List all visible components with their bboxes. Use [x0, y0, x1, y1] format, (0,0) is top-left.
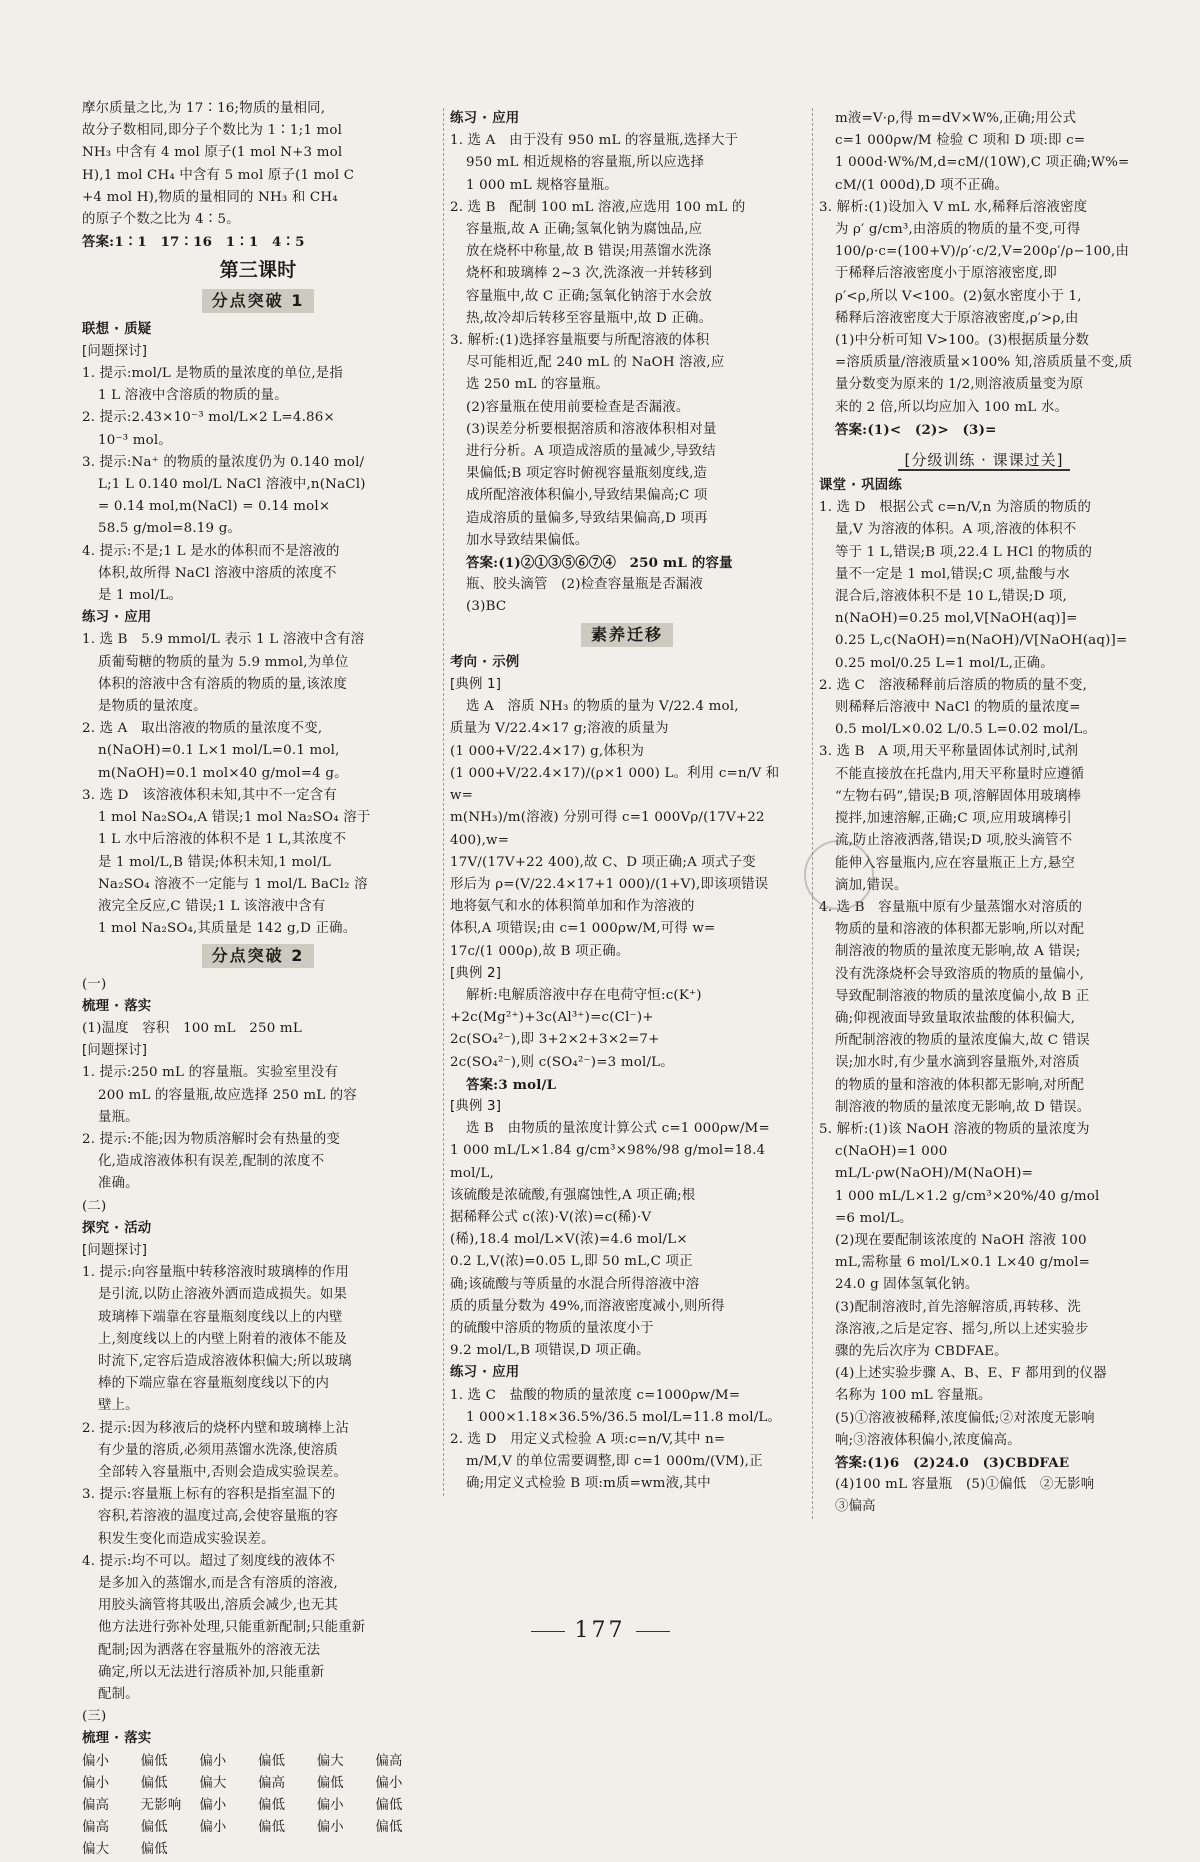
text-line: 体积,A 项错误;由 c=1 000ρw/M,可得 w= [450, 921, 716, 937]
text-line: 配制;因为洒落在容量瓶外的溶液无法 [98, 1642, 321, 1658]
text-line: 上,刻度线以上的内壁上附着的液体不能及 [98, 1331, 348, 1347]
text-line: 100/ρ·c=(100+V)/ρ′·c/2,V=200ρ′/ρ−100,由 [835, 244, 1130, 260]
text-line: 烧杯和玻璃棒 2~3 次,洗涤液一并转移到 [466, 266, 713, 282]
text-line: = 0.14 mol,m(NaCl) = 0.14 mol× [98, 499, 331, 515]
table-cell: 偏低 [316, 1775, 344, 1791]
text-line: 1 L 水中后溶液的体积不是 1 L,其浓度不 [98, 832, 347, 848]
column-middle [443, 108, 804, 1496]
answer-line: 答案:(1)②①③⑤⑥⑦④ 250 mL 的容量 [466, 555, 733, 572]
section-heading-text: [分级训练 · 课课过关] [898, 451, 1069, 471]
table-cell: 偏高 [82, 1798, 110, 1814]
text-line: (4)100 mL 容量瓶 (5)①偏低 ②无影响 [835, 1477, 1095, 1493]
table-cell: 偏低 [375, 1820, 403, 1836]
text-line: 0.25 mol/0.25 L=1 mol/L,正确。 [835, 655, 1054, 671]
text-line: 200 mL 的容量瓶,故应选择 250 mL 的容 [98, 1087, 357, 1103]
table-cell: 偏小 [375, 1775, 403, 1791]
text-line: 1 000 mL/L×1.84 g/cm³×98%/98 g/mol=18.4 mol/L, [450, 1143, 766, 1181]
text-line: (3)配制溶液时,首先溶解溶质,再转移、洗 [835, 1299, 1081, 1315]
table-cell: 偏低 [140, 1775, 168, 1791]
text-line: 2c(SO₄²⁻),即 3+2×2+3×2=7+ [450, 1032, 660, 1048]
text-line: 1 000 mL/L×1.2 g/cm³×20%/40 g/mol [835, 1188, 1100, 1204]
answer-line: 答案:1∶1 17∶16 1∶1 4∶5 [82, 234, 305, 251]
table-row [82, 1773, 434, 1795]
text-line: 1. 选 A 由于没有 950 mL 的容量瓶,选择大于 [450, 133, 739, 149]
table-cell: 偏小 [199, 1820, 227, 1836]
text-line: (1)温度 容积 100 mL 250 mL [82, 1020, 302, 1036]
footer-dash-right [636, 1631, 670, 1632]
subsection-heading: 练习 · 应用 [450, 111, 520, 126]
text-line: 涤溶液,之后是定容、摇匀,所以上述实验步 [835, 1321, 1089, 1337]
text-line: 滴加,错误。 [835, 877, 908, 893]
example3-block [450, 1118, 804, 1362]
text-line: 1. 选 C 盐酸的物质的量浓度 c=1000ρw/M= [450, 1387, 741, 1403]
text-line: 58.5 g/mol=8.19 g。 [98, 521, 242, 537]
text-line: 不能直接放在托盘内,用天平称量时应遵循 [835, 766, 1085, 782]
text-line: n(NaOH)=0.1 L×1 mol/L=0.1 mol, [98, 743, 340, 759]
text-line: 全部转入容量瓶中,否则会造成实验误差。 [98, 1464, 348, 1480]
text-line: ③偏高 [835, 1499, 876, 1515]
text-line: =溶质质量/溶液质量×100% 知,溶质质量不变,质 [835, 355, 1133, 371]
text-line: 化,造成溶液体积有误差,配制的浓度不 [98, 1154, 325, 1170]
text-line: 17V/(17V+22 400),故 C、D 项正确;A 项式子变 [450, 854, 756, 870]
text-line: 9.2 mol/L,B 项错误,D 项正确。 [450, 1343, 650, 1359]
text-line: m/M,V 的单位需要调整,即 c=1 000m/(VM),正 [466, 1454, 763, 1470]
text-line: 的硫酸中溶质的物质的量浓度小于 [450, 1320, 654, 1336]
text-line: 瓶、胶头滴管 (2)检查容量瓶是否漏液 [466, 577, 704, 593]
text-line: 3. 解析:(1)设加入 V mL 水,稀释后溶液密度 [819, 199, 1088, 215]
text-line: +2c(Mg²⁺)+3c(Al³⁺)=c(Cl⁻)+ [450, 1010, 654, 1026]
text-line: =6 mol/L。 [835, 1210, 913, 1226]
text-line: 是多加入的蒸馏水,而是含有溶质的溶液, [98, 1576, 338, 1591]
exercise-block [82, 629, 434, 940]
text-line: 17c/(1 000ρ),故 B 项正确。 [450, 943, 630, 959]
text-line: 1. 提示:向容量瓶中转移溶液时玻璃棒的作用 [82, 1265, 349, 1281]
text-line: 他方法进行弥补处理,只能重新配制;只能重新 [98, 1620, 366, 1636]
exercise2-block [450, 1385, 804, 1496]
part-label: (三) [82, 1709, 107, 1725]
text-line: 制溶液的物质的量浓度无影响,故 D 错误。 [835, 1099, 1091, 1115]
banner-text: 分点突破 1 [202, 289, 315, 313]
bracket-heading: [问题探讨] [82, 1043, 148, 1059]
text-line: 据稀释公式 c(浓)·V(浓)=c(稀)·V [450, 1209, 652, 1225]
text-line: 1. 提示:250 mL 的容量瓶。实验室里没有 [82, 1065, 339, 1081]
text-line: 950 mL 相近规格的容量瓶,所以应选择 [466, 155, 705, 171]
text-line: (4)上述实验步骤 A、B、E、F 都用到的仪器 [835, 1366, 1107, 1382]
text-line: (稀),18.4 mol/L×V(浓)=4.6 mol/L× [450, 1232, 688, 1248]
text-line: 是引流,以防止溶液外洒而造成损失。如果 [98, 1287, 348, 1303]
table-cell: 偏低 [140, 1820, 168, 1836]
subsection-heading: 考向 · 示例 [450, 654, 520, 670]
text-line: 体积,故所得 NaCl 溶液中溶质的浓度不 [98, 565, 337, 581]
table-cell: 偏低 [258, 1820, 286, 1836]
text-line: 时流下,定容后造成溶液体积偏大;所以玻璃 [98, 1353, 352, 1369]
text-line: (2)现在要配制该浓度的 NaOH 溶液 100 [835, 1232, 1087, 1248]
bracket-heading: [问题探讨] [82, 343, 148, 359]
text-line: m(NH₃)/m(溶液) 分别可得 c=1 000Vρ/(17V+22 400),w= [450, 810, 765, 848]
text-line: 量分数变为原来的 1/2,则溶液质量变为原 [835, 377, 1084, 393]
bracket-heading: [典例 2] [450, 965, 502, 981]
table-row [82, 1751, 434, 1773]
subsection-heading: 梳理 · 落实 [82, 998, 152, 1014]
text-line: 1 L 溶液中含溶质的物质的量。 [98, 388, 288, 404]
text-line: (1 000+V/22.4×17) g,体积为 [450, 743, 645, 759]
text-line: 流,防止溶液洒落,错误;D 项,胶头滴管不 [835, 833, 1073, 849]
text-line: 4. 选 B 容量瓶中原有少量蒸馏水对溶质的 [819, 899, 1083, 915]
text-line: 准确。 [98, 1176, 139, 1192]
section-banner [82, 944, 434, 969]
text-line: 混合后,溶液体积不是 10 L,错误;D 项, [835, 589, 1068, 605]
text-line: c(NaOH)=1 000 mL/L·ρw(NaOH)/M(NaOH)= [835, 1144, 1034, 1182]
table-cell: 偏高 [375, 1753, 403, 1769]
text-line: 2. 提示:不能;因为物质溶解时会有热量的变 [82, 1131, 341, 1147]
text-line: 选 B 由物质的量浓度计算公式 c=1 000ρw/M= [466, 1121, 770, 1137]
text-line: mL,需称量 6 mol/L×0.1 L×40 g/mol= [835, 1255, 1091, 1271]
text-line: 质量为 V/22.4×17 g;溶液的质量为 [450, 721, 669, 737]
text-line: 玻璃棒下端靠在容量瓶刻度线以上的内壁 [98, 1309, 343, 1325]
text-line: 量瓶。 [98, 1109, 139, 1125]
text-line: 量,V 为溶液的体积。A 项,溶液的体积不 [835, 522, 1077, 538]
text-line: NH₃ 中含有 4 mol 原子(1 mol N+3 mol [82, 145, 343, 161]
part-label: (一) [82, 976, 107, 992]
continuation-block [819, 108, 1149, 441]
text-line: 选 250 mL 的容量瓶。 [466, 377, 610, 393]
text-line: 加水导致结果偏低。 [466, 532, 589, 548]
text-line: c=1 000ρw/M 检验 C 项和 D 项:即 c= [835, 133, 1086, 149]
text-line: 容量瓶,故 A 正确;氢氧化钠为腐蚀品,应 [466, 222, 703, 238]
text-line: 3. 选 D 该溶液体积未知,其中不一定含有 [82, 787, 337, 803]
text-line: 造成溶质的量偏多,导致结果偏高,D 项再 [466, 510, 708, 526]
text-line: 2. 提示:因为移液后的烧杯内壁和玻璃棒上沾 [82, 1420, 349, 1436]
text-line: 果偏低;B 项定容时俯视容量瓶刻度线,造 [466, 466, 708, 482]
text-line: 0.2 L,V(浓)=0.05 L,即 50 mL,C 项正 [450, 1254, 693, 1270]
table-cell: 偏大 [82, 1842, 110, 1858]
table-cell: 偏小 [82, 1753, 110, 1769]
example1-block [450, 696, 804, 962]
answer-line: 答案:(1)6 (2)24.0 (3)CBDFAE [835, 1454, 1070, 1471]
subsection-heading: 练习 · 应用 [82, 610, 152, 626]
banner-text: 分点突破 2 [202, 944, 315, 968]
text-line: 来的 2 倍,所以均应加入 100 mL 水。 [835, 399, 1069, 415]
tishi2-block [82, 1062, 434, 1195]
text-line: 2. 选 D 用定义式检验 A 项:c=n/V,其中 n= [450, 1431, 726, 1447]
text-line: 为 ρ′ g/cm³,由溶质的物质的量不变,可得 [835, 222, 1081, 238]
text-line: 配制。 [98, 1687, 139, 1703]
text-line: 5. 解析:(1)该 NaOH 溶液的物质的量浓度为 [819, 1121, 1090, 1137]
text-line: ρ′<ρ,所以 V<100。(2)氨水密度小于 1, [835, 288, 1082, 304]
table-cell: 偏小 [316, 1798, 344, 1814]
text-line: 24.0 g 固体氢氧化钠。 [835, 1277, 979, 1293]
text-line: 形后为 ρ=(V/22.4×17+1 000)/(1+V),即该项错误 [450, 876, 769, 892]
exercise-block [450, 130, 804, 618]
text-line: 是 1 mol/L,B 错误;体积未知,1 mol/L [98, 854, 331, 870]
column-left [82, 98, 434, 1862]
banner-text: 素养迁移 [581, 623, 673, 647]
text-line: 10⁻³ mol。 [98, 432, 172, 448]
text-line: 是 1 mol/L。 [98, 588, 183, 604]
text-line: 放在烧杯中称量,故 B 错误;用蒸馏水洗涤 [466, 244, 712, 260]
text-line: 液完全反应,C 错误;1 L 该溶液中含有 [98, 898, 326, 914]
faint-stamp-mark [804, 840, 874, 910]
text-line: 1 mol Na₂SO₄,其质量是 142 g,D 正确。 [98, 921, 357, 937]
intro-block [82, 98, 434, 253]
text-line: (3)BC [466, 599, 507, 615]
text-line: (1)中分析可知 V>100。(3)根据质量分数 [835, 333, 1090, 349]
text-line: (3)误差分析要根据溶质和溶液体积相对量 [466, 421, 717, 437]
table-cell: 偏小 [82, 1775, 110, 1791]
text-line: 摩尔质量之比,为 17∶16;物质的量相同, [82, 101, 326, 116]
text-line: 有少量的溶质,必须用蒸馏水洗涤,使溶质 [98, 1442, 338, 1458]
text-line: m(NaOH)=0.1 mol×40 g/mol=4 g。 [98, 765, 348, 781]
table-cell: 无影响 [140, 1798, 182, 1814]
text-line: 3. 提示:容量瓶上标有的容积是指室温下的 [82, 1487, 336, 1503]
column-right [812, 108, 1149, 1519]
text-line: 则稀释后溶液中 NaCl 的物质的量浓度= [835, 700, 1081, 716]
text-line: 1. 提示:mol/L 是物质的量浓度的单位,是指 [82, 366, 343, 382]
table-row [82, 1795, 434, 1817]
table-cell: 偏小 [199, 1753, 227, 1769]
text-line: 2. 选 B 配制 100 mL 溶液,应选用 100 mL 的 [450, 199, 746, 215]
text-line: 容量瓶中,故 C 正确;氢氧化钠溶于水会放 [466, 288, 712, 304]
footer-dash-left [531, 1631, 565, 1632]
text-line: (1 000+V/22.4×17)/(ρ×1 000) L。利用 c=n/V 和 w= [450, 765, 780, 804]
text-line: 骤的先后次序为 CBDFAE。 [835, 1343, 1008, 1359]
text-line: 3. 提示:Na⁺ 的物质的量浓度仍为 0.140 mol/ [82, 454, 365, 470]
text-line: 1 000×1.18×36.5%/36.5 mol/L=11.8 mol/L。 [466, 1409, 782, 1425]
text-line: 地将氨气和水的体积简单加和作为溶液的 [450, 899, 695, 915]
text-line: 棒的下端应靠在容量瓶刻度线以下的内 [98, 1376, 330, 1392]
section-banner [450, 623, 804, 648]
table-cell: 偏大 [199, 1775, 227, 1791]
section-banner [82, 289, 434, 314]
text-line: 0.25 L,c(NaOH)=n(NaOH)/V[NaOH(aq)]= [835, 633, 1128, 649]
table-cell: 偏小 [199, 1798, 227, 1814]
text-line: 确;仰视液面导致量取浓盐酸的体积偏大, [835, 1010, 1076, 1026]
text-line: 该硫酸是浓硫酸,有强腐蚀性,A 项正确;根 [450, 1187, 696, 1203]
table-cell: 偏高 [82, 1820, 110, 1836]
text-line: 制溶液的物质的量浓度无影响,故 A 错误; [835, 944, 1081, 960]
text-line: 是物质的量浓度。 [98, 699, 207, 715]
text-line: H),1 mol CH₄ 中含有 5 mol 原子(1 mol C [82, 167, 355, 183]
text-line: 3. 选 B A 项,用天平称量固体试剂时,试剂 [819, 744, 1079, 760]
text-line: 热,故冷却后转移至容量瓶中,故 D 正确。 [466, 310, 713, 326]
text-line: 1 mol Na₂SO₄,A 错误;1 mol Na₂SO₄ 溶于 [98, 810, 371, 826]
bracket-heading: [典例 1] [450, 677, 502, 693]
result-table [82, 1751, 434, 1862]
subsection-heading: 联想 · 质疑 [82, 321, 152, 337]
text-line: 4. 提示:不是;1 L 是水的体积而不是溶液的 [82, 543, 340, 559]
text-line: m液=V·ρ,得 m=dV×W%,正确;用公式 [835, 111, 1077, 126]
text-line: 2c(SO₄²⁻),则 c(SO₄²⁻)=3 mol/L。 [450, 1054, 674, 1070]
text-line: 1. 选 B 5.9 mmol/L 表示 1 L 溶液中含有溶 [82, 632, 365, 648]
text-line: 物质的量和溶液的体积都无影响,所以对配 [835, 922, 1085, 938]
text-line: “左物右码”,错误;B 项,溶解固体用玻璃棒 [835, 788, 1082, 804]
text-line: 所配制溶液的物质的量浓度偏大,故 C 错误 [835, 1033, 1090, 1049]
text-line: 质的质量分数为 49%,而溶液密度减小,则所得 [450, 1298, 725, 1314]
table-row [82, 1839, 434, 1861]
text-line: 1. 选 D 根据公式 c=n/V,n 为溶质的物质的 [819, 500, 1092, 516]
text-line: 搅拌,加速溶解,正确;C 项,应用玻璃棒引 [835, 811, 1072, 827]
table-cell: 偏低 [140, 1842, 168, 1858]
text-line: 体积的溶液中含有溶质的物质的量,该浓度 [98, 676, 348, 692]
text-line: 容积,若溶液的温度过高,会使容量瓶的容 [98, 1509, 338, 1525]
text-line: 确定,所以无法进行溶质补加,只能重新 [98, 1664, 325, 1680]
text-line: 响;③溶液体积偏小,浓度偏高。 [835, 1432, 1021, 1448]
table-cell: 偏低 [140, 1753, 168, 1769]
text-line: 成所配溶液体积偏小,导致结果偏高;C 项 [466, 488, 708, 504]
text-line: 进行分析。A 项造成溶质的量减少,导致结 [466, 444, 716, 460]
text-line: 1 000d·W%/M,d=cM/(10W),C 项正确;W%= [835, 155, 1130, 171]
table-row [82, 1817, 434, 1839]
text-line: (2)容量瓶在使用前要检查是否漏液。 [466, 399, 690, 415]
text-line: 3. 解析:(1)选择容量瓶要与所配溶液的体积 [450, 333, 710, 349]
table-cell: 偏低 [258, 1753, 286, 1769]
text-line: +4 mol H),物质的量相同的 NH₃ 和 CH₄ [82, 189, 338, 205]
practice-block [819, 497, 1149, 1518]
text-line: 解析:电解质溶液中存在电荷守恒:c(K⁺) [466, 987, 702, 1003]
text-line: n(NaOH)=0.25 mol,V[NaOH(aq)]= [835, 611, 1078, 627]
text-line: 的原子个数之比为 4∶5。 [82, 212, 240, 228]
text-line: 没有洗涤烧杯会导致溶质的物质的量偏小, [835, 966, 1085, 982]
table-cell: 偏低 [258, 1798, 286, 1814]
text-line: L;1 L 0.140 mol/L NaCl 溶液中,n(NaCl) [98, 477, 366, 493]
text-line: 等于 1 L,错误;B 项,22.4 L HCl 的物质的 [835, 544, 1093, 560]
subsection-heading: 梳理 · 落实 [82, 1731, 152, 1747]
text-line: (5)①溶液被稀释,浓度偏低;②对浓度无影响 [835, 1410, 1095, 1426]
text-line: Na₂SO₄ 溶液不一定能与 1 mol/L BaCl₂ 溶 [98, 876, 368, 892]
page-number-footer [0, 1618, 1200, 1643]
text-line: 名称为 100 mL 容量瓶。 [835, 1388, 992, 1404]
text-line: 壁上。 [98, 1398, 139, 1414]
text-line: 稀释后溶液密度大于原溶液密度,ρ′>ρ,由 [835, 310, 1079, 326]
text-line: 2. 选 A 取出溶液的物质的量浓度不变, [82, 721, 323, 737]
text-line: 故分子数相同,即分子个数比为 1∶1;1 mol [82, 123, 343, 139]
text-line: 量不一定是 1 mol,错误;C 项,盐酸与水 [835, 566, 1070, 582]
answer-line: 答案:(1)< (2)> (3)= [835, 421, 997, 438]
text-line: 的物质的量和溶液的体积都无影响,对所配 [835, 1077, 1085, 1093]
bracket-heading: [典例 3] [450, 1098, 502, 1114]
answer-line: 答案:3 mol/L [466, 1076, 557, 1093]
text-line: 2. 提示:2.43×10⁻³ mol/L×2 L=4.86× [82, 410, 335, 426]
text-line: 用胶头滴管将其吸出,溶质会减少,也无其 [98, 1598, 338, 1614]
section-heading [819, 447, 1149, 473]
page-number: 177 [574, 1618, 626, 1643]
text-line: 确;用定义式检验 B 项:m质=wm液,其中 [466, 1476, 711, 1492]
text-line: 2. 选 C 溶液稀释前后溶质的物质的量不变, [819, 677, 1088, 693]
text-line: 确;该硫酸与等质量的水混合所得溶液中溶 [450, 1276, 700, 1292]
text-line: 尽可能相近,配 240 mL 的 NaOH 溶液,应 [466, 355, 725, 371]
text-line: 质葡萄糖的物质的量为 5.9 mmol,为单位 [98, 654, 349, 670]
table-cell: 偏低 [375, 1798, 403, 1814]
lesson-title: 第三课时 [219, 259, 297, 282]
tishi-block [82, 363, 434, 607]
table-cell: 偏大 [316, 1753, 344, 1769]
text-line: cM/(1 000d),D 项不正确。 [835, 177, 1009, 193]
subsection-heading: 课堂 · 巩固练 [819, 478, 902, 494]
table-cell: 偏高 [258, 1775, 286, 1791]
part-label: (二) [82, 1198, 107, 1214]
text-line: 积发生变化而造成实验误差。 [98, 1531, 275, 1547]
text-line: 误;加水时,有少量水滴到容量瓶外,对溶质 [835, 1055, 1080, 1071]
text-line: 导致配制溶液的物质的量浓度偏小,故 B 正 [835, 988, 1090, 1004]
subsection-heading: 探究 · 活动 [82, 1220, 152, 1236]
text-line: 能伸入容量瓶内,应在容量瓶正上方,悬空 [835, 855, 1075, 871]
text-line: 0.5 mol/L×0.02 L/0.5 L=0.02 mol/L。 [835, 722, 1097, 738]
text-line: 1 000 mL 规格容量瓶。 [466, 177, 618, 193]
text-line: 选 A 溶质 NH₃ 的物质的量为 V/22.4 mol, [466, 699, 739, 715]
text-line: 4. 提示:均不可以。超过了刻度线的液体不 [82, 1553, 336, 1569]
bracket-heading: [问题探讨] [82, 1242, 148, 1258]
table-cell: 偏小 [316, 1820, 344, 1836]
subsection-heading: 练习 · 应用 [450, 1365, 520, 1381]
text-line: 于稀释后溶液密度小于原溶液密度,即 [835, 266, 1057, 282]
example2-block [450, 985, 804, 1096]
